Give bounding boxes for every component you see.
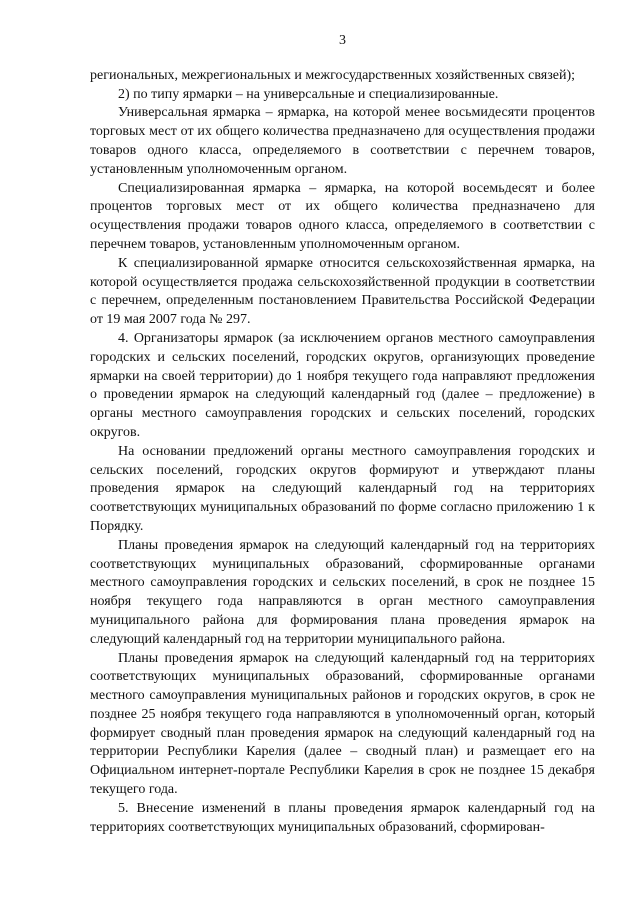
paragraph: 4. Организаторы ярмарок (за исключением органов местного самоуправления городских и сельских поселений, городских округов, организующих проведение ярмарки на своей территории) до 1 ноября текущего года направляют предложения о проведении ярмарок на следующий календарный год (далее – предложение) в органы местного самоуправления городских и сельских поселений, городских округов. — [90, 330, 595, 440]
paragraph: Специализированная ярмарка – ярмарка, на которой восемьдесят и более процентов торговых мест от их общего количества предназначено для осуществления продажи товаров одного класса, определяемого в соответствии с перечнем товаров, установленным уполномоченным органом. — [90, 180, 595, 252]
paragraph: На основании предложений органы местного самоуправления городских и сельских поселений, городских округов формируют и утверждают планы проведения ярмарок на следующий календарный год на территориях соответствующих муниципальных образований по форме согласно приложению 1 к Порядку. — [90, 443, 595, 534]
paragraph: Планы проведения ярмарок на следующий календарный год на территориях соответствующих муниципальных образований, сформированные органами местного самоуправления городских и сельских поселений, в срок не позднее 15 ноября текущего года направляются в орган местного самоуправления муниципального района для формирования плана проведения ярмарок на следующий календарный год на территории муниципального района. — [90, 537, 595, 647]
paragraph: 2) по типу ярмарки – на универсальные и специализированные. — [118, 86, 499, 102]
paragraph: Универсальная ярмарка – ярмарка, на которой менее восьмидесяти процентов торговых мест от их общего количества предназначено для осуществления продажи товаров одного класса, определяемого в соответствии с перечнем товаров, установленным уполномоченным органом. — [90, 105, 595, 177]
paragraph: Планы проведения ярмарок на следующий календарный год на территориях соответствующих муниципальных образований, сформированные органами местного самоуправления муниципальных районов и городских округов, в срок не позднее 25 ноября текущего года направляются в уполномоченный орган, который формирует сводный план проведения ярмарок на следующий календарный год на территории Республики Карелия (далее – сводный план) и размещает его на Официальном интернет-портале Республики Карелия в срок не позднее 15 декабря текущего года. — [90, 650, 595, 798]
paragraph: К специализированной ярмарке относится сельскохозяйственная ярмарка, на которой осуществляется продажа сельскохозяйственной продукции в соответствии с перечнем, определенным постановлением Правительства Российской Федерации от 19 мая 2007 года № 297. — [90, 255, 595, 328]
paragraph: 5. Внесение изменений в планы проведения ярмарок календарный год на территориях соответствующих муниципальных образований, сформирован- — [90, 800, 595, 835]
document-page — [90, 32, 595, 837]
paragraph: региональных, межрегиональных и межгосударственных хозяйственных связей); — [90, 67, 576, 83]
document-body — [90, 67, 595, 838]
page-number: 3 — [339, 33, 346, 48]
